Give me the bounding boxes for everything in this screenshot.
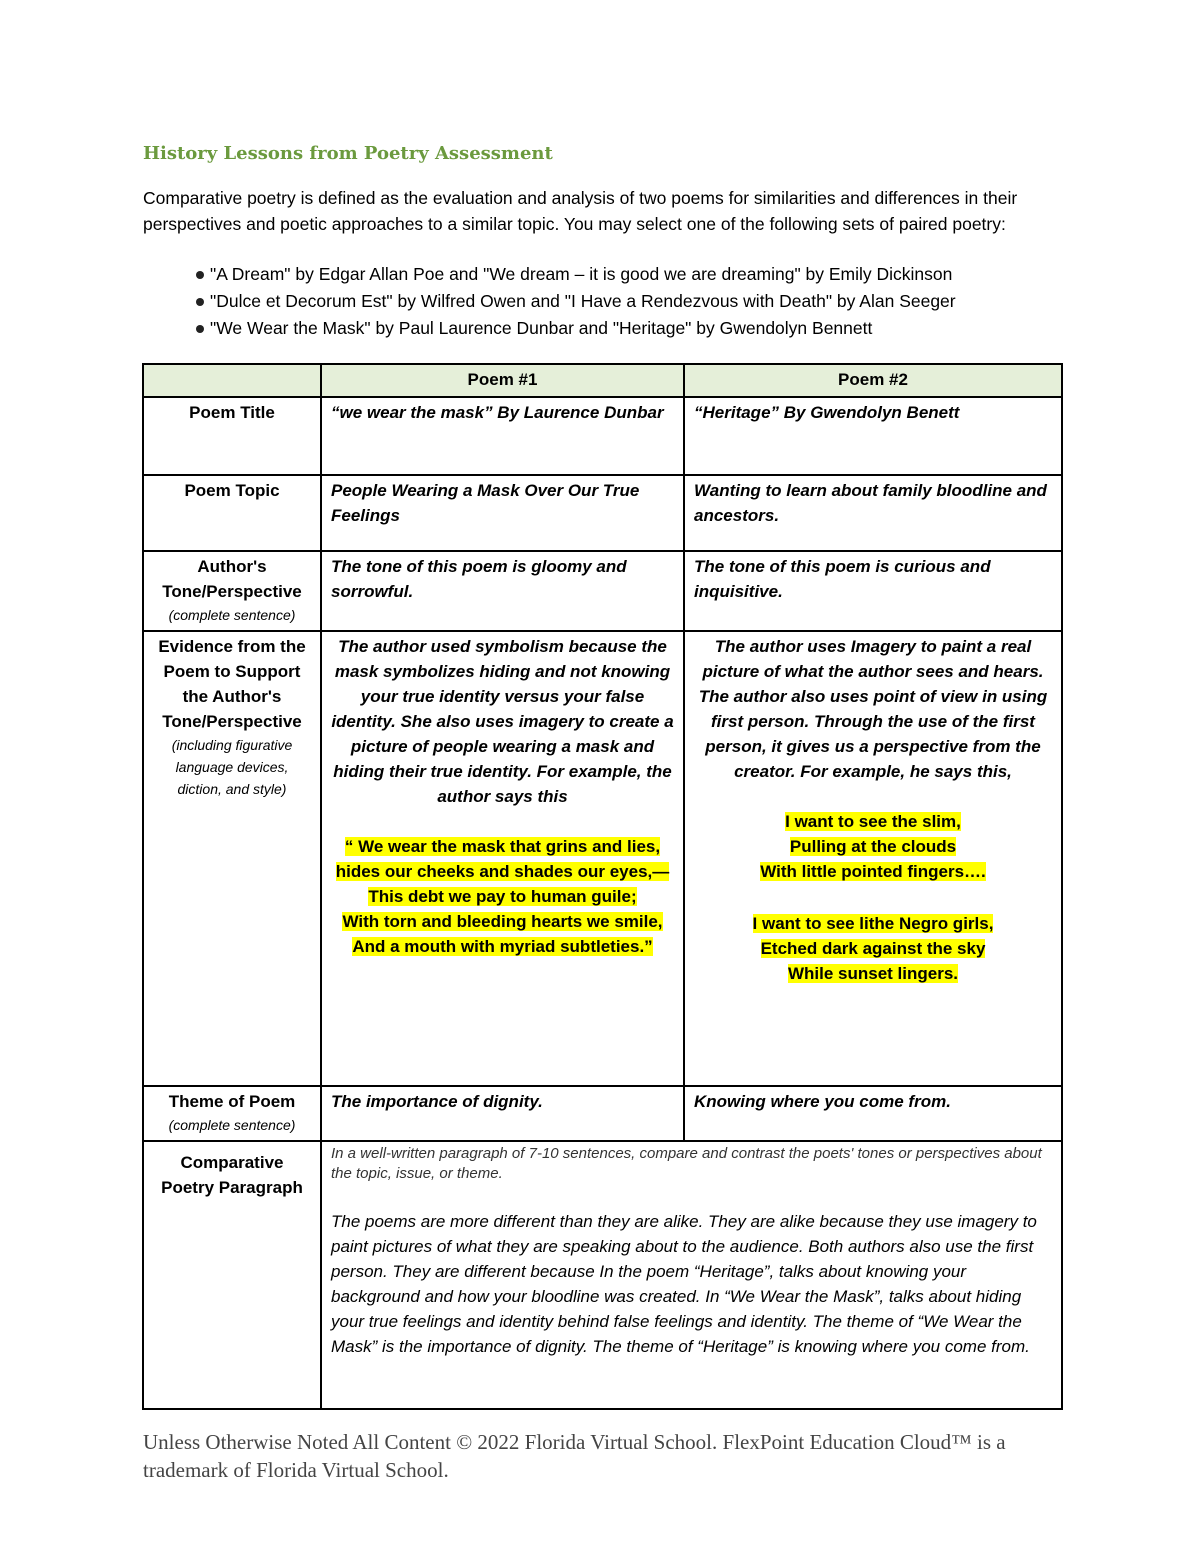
quote-line: Pulling at the clouds <box>789 837 957 856</box>
quote-line: And a mouth with myriad subtleties.” <box>352 937 653 956</box>
poem1-quote <box>331 834 674 959</box>
table-row-title <box>143 397 1062 475</box>
poem1-topic: People Wearing a Mask Over Our True Feelings <box>321 475 684 551</box>
table-row-theme <box>143 1086 1062 1141</box>
poem1-evidence-text: The author used symbolism because the mask symbolizes hiding and not knowing your true identity versus your false identity. She also uses imagery to create a picture of people wearing a mask and hiding their true identity. For example, the author says this <box>331 637 674 806</box>
poem1-evidence <box>321 631 684 1086</box>
quote-line: I want to see lithe Negro girls, <box>752 914 994 933</box>
table-header-row <box>143 364 1062 397</box>
list-item: "We Wear the Mask" by Paul Laurence Dunbar and "Heritage" by Gwendolyn Bennett <box>196 315 956 342</box>
row-label-theme-sub: (complete sentence) <box>168 1117 296 1133</box>
row-label-evidence <box>143 631 321 1086</box>
poem2-evidence-text: The author uses Imagery to paint a real picture of what the author sees and hears. The author also uses point of view in using first person. Through the use of the first person, it gives us a perspective from the creator. For example, he says this, <box>698 637 1048 781</box>
row-label-tone <box>143 551 321 631</box>
row-label-theme <box>143 1086 321 1141</box>
quote-line: With little pointed fingers…. <box>760 862 986 881</box>
table-row-evidence <box>143 631 1062 1086</box>
page-title: History Lessons from Poetry Assessment <box>143 143 553 164</box>
row-label-theme-text: Theme of Poem <box>168 1092 296 1111</box>
comparative-paragraph-cell <box>321 1141 1062 1409</box>
poem2-title: “Heritage” By Gwendolyn Benett <box>684 397 1062 475</box>
row-label-tone-text: Author's Tone/Perspective <box>162 557 302 601</box>
quote-line: While sunset lingers. <box>787 964 959 983</box>
list-item: "Dulce et Decorum Est" by Wilfred Owen and "I Have a Rendezvous with Death" by Alan Seeger <box>196 288 956 315</box>
quote-line: I want to see the slim, <box>785 812 961 831</box>
poem2-theme: Knowing where you come from. <box>684 1086 1062 1141</box>
bullet-icon <box>196 325 204 333</box>
poem2-tone: The tone of this poem is curious and inquisitive. <box>684 551 1062 631</box>
quote-line: hides our cheeks and shades our eyes,— <box>335 862 670 881</box>
comparison-table <box>142 363 1063 1410</box>
copyright-footer: Unless Otherwise Noted All Content © 2022 Florida Virtual School. FlexPoint Education Cloud™ is a trademark of Florida Virtual School. <box>143 1430 1006 1482</box>
quote-line: “ We wear the mask that grins and lies, <box>344 837 661 856</box>
paragraph-prompt: In a well-written paragraph of 7-10 sentences, compare and contrast the poets' tones or perspectives about the topic, issue, or theme. <box>331 1145 1042 1182</box>
poem-set-list <box>196 261 956 342</box>
poem1-title: “we wear the mask” By Laurence Dunbar <box>321 397 684 475</box>
quote-line: Etched dark against the sky <box>760 939 986 958</box>
header-cell-poem1: Poem #1 <box>321 364 684 397</box>
row-label-topic: Poem Topic <box>143 475 321 551</box>
bullet-icon <box>196 298 204 306</box>
table-row-paragraph <box>143 1141 1062 1409</box>
row-label-evidence-text: Evidence from the Poem to Support the Author's Tone/Perspective <box>158 637 306 731</box>
paragraph-response: The poems are more different than they are alike. They are alike because they use imagery to paint pictures of what they are speaking about to the audience. Both authors also use the first person. They are different because In the poem “Heritage”, talks about knowing your background and how your bloodline was created. In “We Wear the Mask”, talks about hiding your true feelings and identity behind false feelings and identity. The theme of “We Wear the Mask” is the importance of dignity. The theme of “Heritage” is knowing where you come from. <box>331 1212 1037 1356</box>
poem2-quote <box>694 809 1052 986</box>
table-row-tone <box>143 551 1062 631</box>
row-label-paragraph: Comparative Poetry Paragraph <box>143 1141 321 1409</box>
quote-line: This debt we pay to human guile; <box>368 887 637 906</box>
header-cell-empty <box>143 364 321 397</box>
row-label-tone-sub: (complete sentence) <box>168 607 296 623</box>
table-row-topic <box>143 475 1062 551</box>
intro-paragraph: Comparative poetry is defined as the evaluation and analysis of two poems for similarities and differences in their perspectives and poetic approaches to a similar topic. You may select one of the following sets of paired poetry: <box>143 188 1018 234</box>
row-label-evidence-sub: (including figurative language devices, diction, and style) <box>171 737 293 797</box>
poem2-topic: Wanting to learn about family bloodline and ancestors. <box>684 475 1062 551</box>
poem1-tone: The tone of this poem is gloomy and sorrowful. <box>321 551 684 631</box>
row-label-title: Poem Title <box>143 397 321 475</box>
header-cell-poem2: Poem #2 <box>684 364 1062 397</box>
poem2-evidence <box>684 631 1062 1086</box>
list-item: "A Dream" by Edgar Allan Poe and "We dream – it is good we are dreaming" by Emily Dickinson <box>196 261 956 288</box>
bullet-icon <box>196 271 204 279</box>
poem1-theme: The importance of dignity. <box>321 1086 684 1141</box>
quote-line: With torn and bleeding hearts we smile, <box>342 912 663 931</box>
